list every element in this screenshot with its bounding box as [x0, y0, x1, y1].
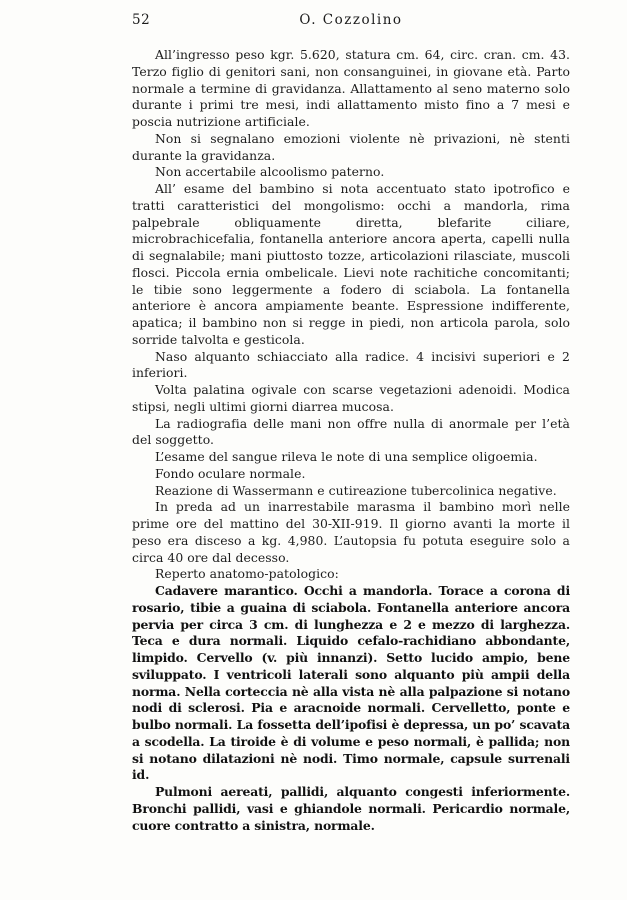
paragraph-radiography: La radiografia delle mani non offre nulla di anormale per l’età del soggetto.: [132, 415, 570, 448]
page-header: [132, 12, 570, 34]
paragraph-fundus: Fondo oculare normale.: [155, 465, 306, 481]
paragraph-nose-teeth: Naso alquanto schiacciato alla radice. 4 incisivi superiori e 2 inferiori.: [132, 348, 570, 381]
paragraph-pregnancy: Non si segnalano emozioni violente nè privazioni, nè stenti durante la gravidanza.: [132, 130, 570, 163]
paragraph-alcoholism: Non accertabile alcoolismo paterno.: [155, 164, 385, 180]
body-text: [132, 47, 570, 834]
paragraph-wassermann: Reazione di Wassermann e cutireazione tubercolinica negative.: [155, 482, 557, 498]
paragraph-report-heading: Reperto anatomo-patologico:: [155, 566, 339, 582]
running-title: O. Cozzolino: [299, 12, 403, 28]
paragraph-death: In preda ad un inarrestabile marasma il bambino morì nelle prime ore del mattino del 30-XII-919. Il giorno avanti la morte il peso era disceso a kg. 4,980. L’autopsia fu potuta eseguire solo a circa 40 ore dal decesso.: [132, 499, 570, 565]
paragraph-palate: Volta palatina ogivale con scarse vegetazioni adenoidi. Modica stipsi, negli ultimi giorni diarrea mucosa.: [132, 382, 570, 414]
paragraph-examination: All’ esame del bambino si nota accentuato stato ipotrofico e tratti caratteristici del mongolismo: occhi a mandorla, rima palpebrale obliquamente diretta, blefarite ciliare, microbrachicefalia, fontanella anteriore ancora aperta, capelli nulla di segnalabile; mani piuttosto tozze, articolazioni rilasciate, muscoli flosci. Piccola ernia ombelicale. Lievi note rachitiche concomitanti; le tibie sono leggermente a fodero di sciabola. La fontanella anteriore è ancora ampiamente beante. Espressione indifferente, apatica; il bambino non si regge in piedi, non articola parola, solo sorride talvolta e gesticola.: [132, 181, 570, 347]
paragraph-blood: L’esame del sangue rileva le note di una semplice oligoemia.: [155, 449, 538, 464]
paragraph-autopsy-findings: Cadavere marantico. Occhi a mandorla. Torace a corona di rosario, tibie a guaina di sciabola. Fontanella anteriore ancora pervia per circa 3 cm. di lunghezza e 2 e mezzo di larghezza. Teca e dura normali. Liquido cefalo-rachidiano abbondante, limpido. Cervello (v. più innanzi). Setto lucido ampio, bene sviluppato. I ventricoli laterali sono alquanto più ampii della norma. Nella corteccia nè alla vista nè alla palpazione si notano nodi di sclerosi. Pia e aracnoide normali. Cervelletto, ponte e bulbo normali. La fossetta dell’ipofisi è depressa, un po’ scavata a scodella. La tiroide è di volume e peso normali, è pallida; non si notano dilatazioni nè nodi. Timo normale, capsule surrenali id.: [132, 583, 570, 783]
paragraph-anamnesis: All’ingresso peso kgr. 5.620, statura cm. 64, circ. cran. cm. 43. Terzo figlio di genitori sani, non consanguinei, in giovane età. Parto normale a termine di gravidanza. Allattamento al seno materno solo durante i primi tre mesi, indi allattamento misto fino a 7 mesi e poscia nutrizione artificiale.: [132, 47, 570, 129]
paragraph-lungs-heart: Pulmoni aereati, pallidi, alquanto congesti inferiormente. Bronchi pallidi, vasi e ghiandole normali. Pericardio normale, cuore contratto a sinistra, normale.: [132, 784, 570, 833]
page-number: 52: [132, 12, 151, 28]
